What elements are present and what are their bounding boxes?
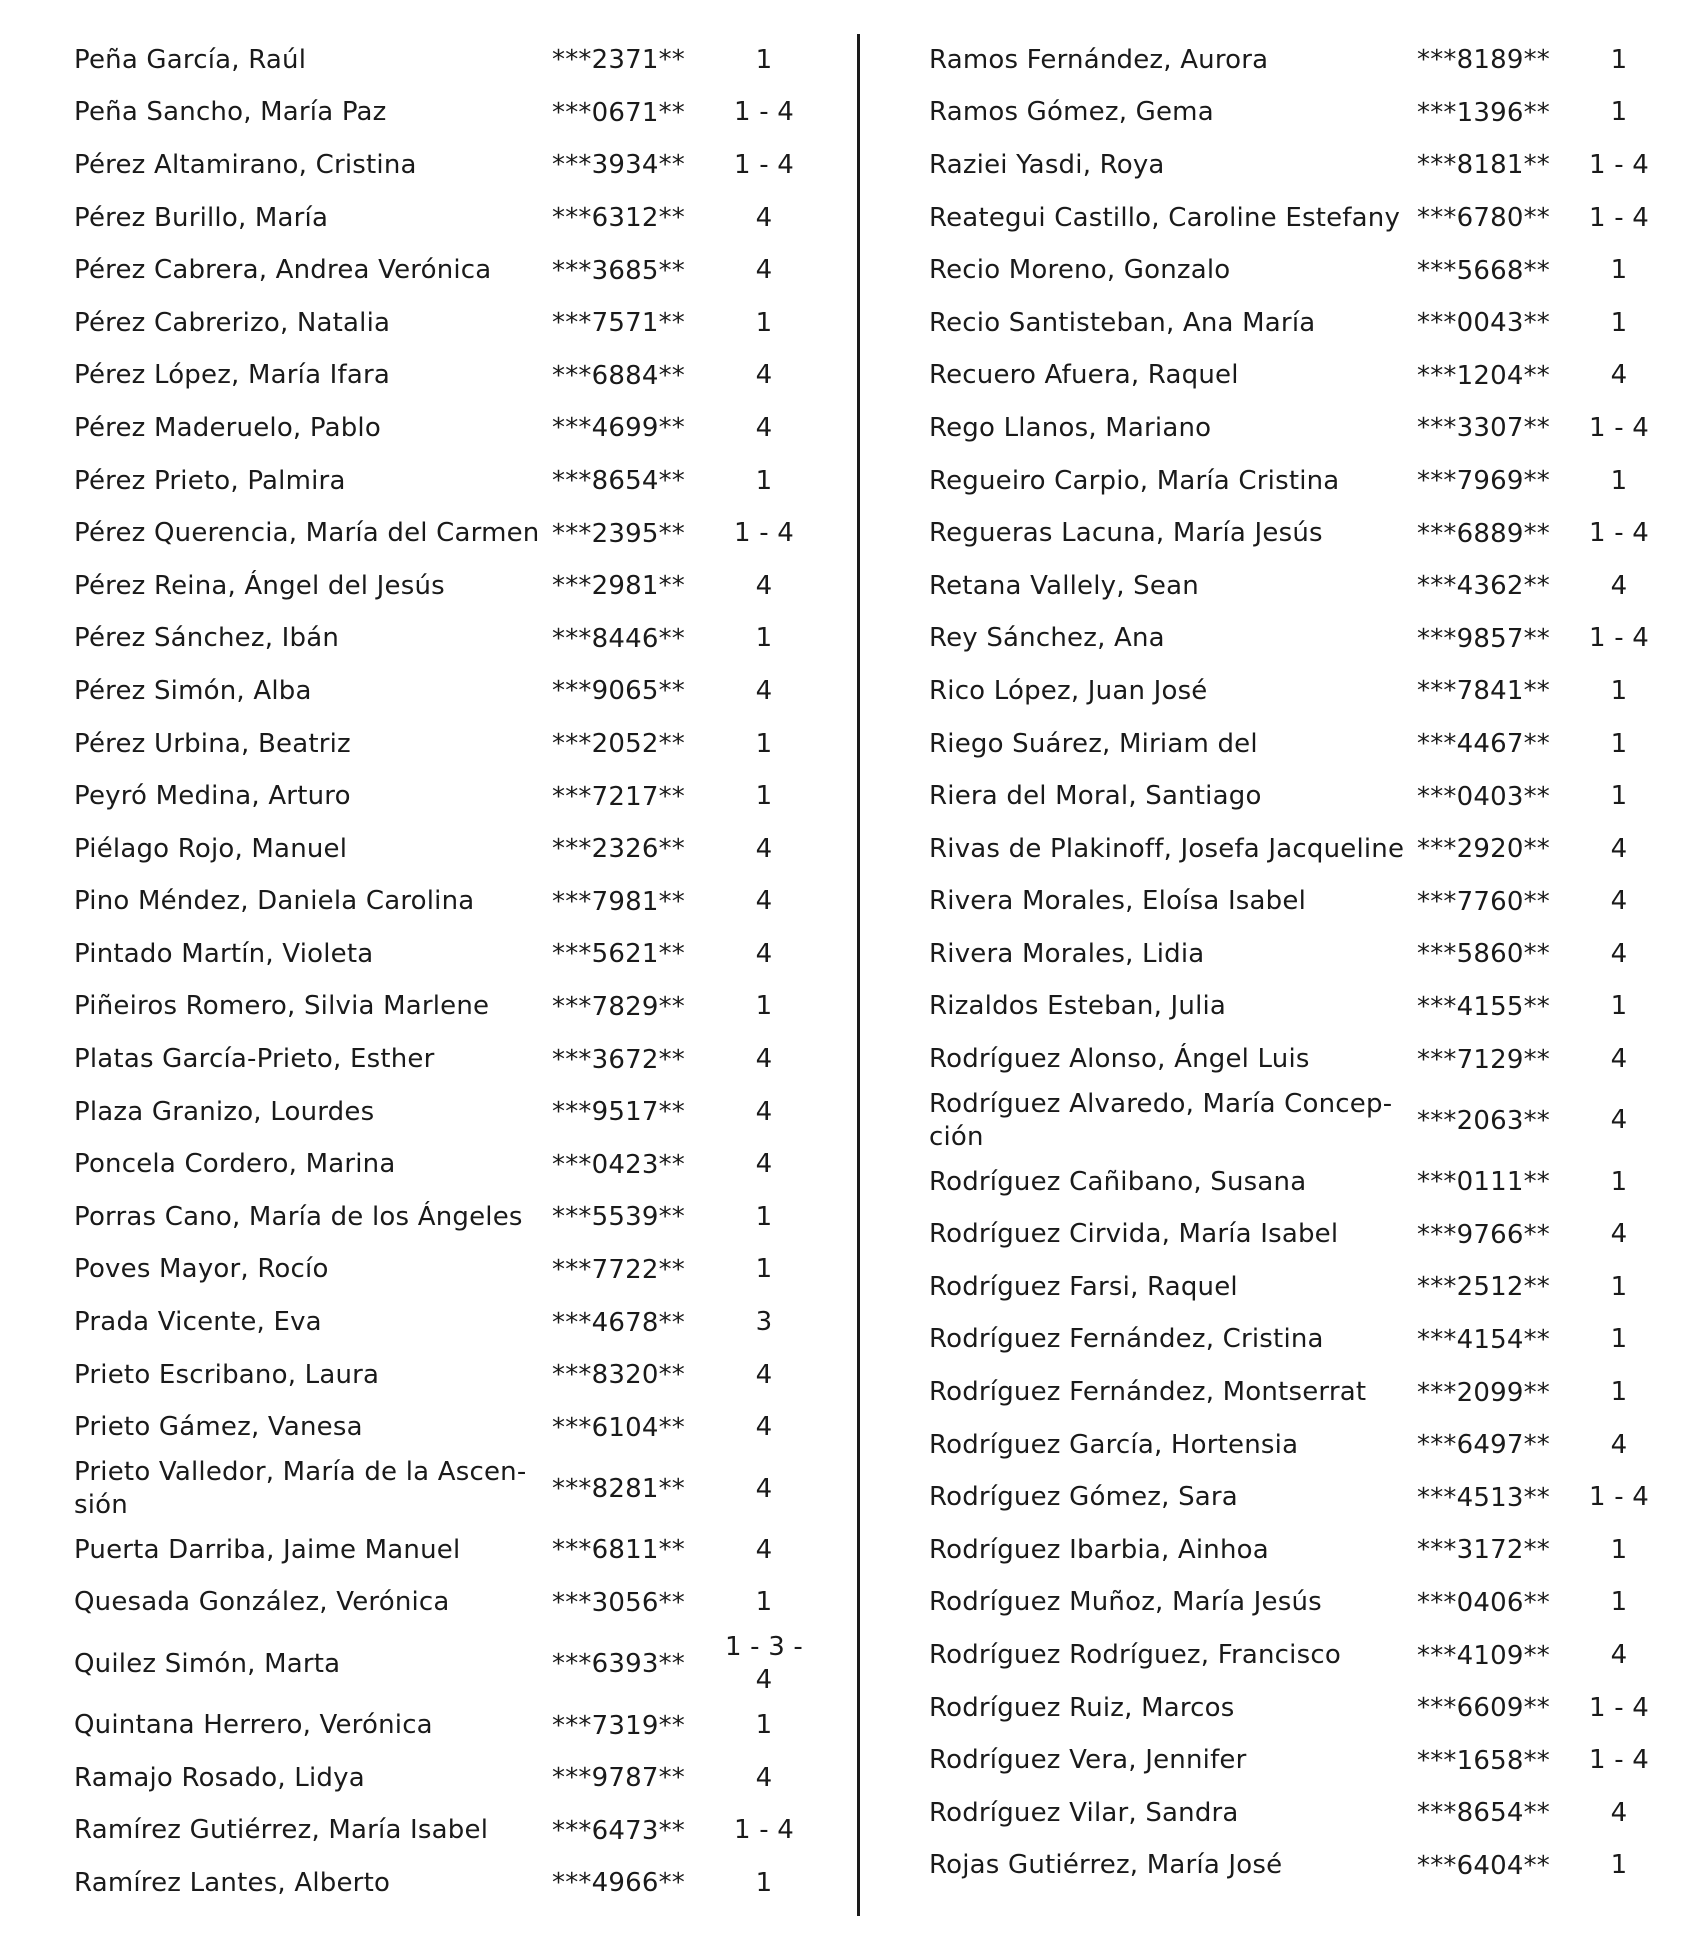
masked-id: ***5668**: [1417, 255, 1550, 286]
specialty-code: 1: [1610, 1850, 1628, 1881]
masked-id: ***7722**: [552, 1254, 685, 1285]
masked-id: ***6780**: [1417, 203, 1550, 234]
person-name: Pino Méndez, Daniela Carolina: [74, 886, 475, 917]
list-row: [74, 1699, 854, 1752]
masked-id: ***5621**: [552, 939, 685, 970]
masked-id: ***2099**: [1417, 1377, 1550, 1408]
person-name: Pérez Cabrerizo, Natalia: [74, 307, 391, 338]
masked-id: ***0043**: [1417, 308, 1550, 339]
masked-id: ***4155**: [1417, 991, 1550, 1022]
list-row: [74, 297, 854, 350]
right-column: [929, 34, 1700, 1892]
list-row: [74, 718, 854, 771]
specialty-code-line2: 4: [755, 1665, 773, 1696]
person-name: Rodríguez Alonso, Ángel Luis: [929, 1044, 1310, 1075]
specialty-code: 1: [755, 623, 773, 654]
specialty-code: 4: [755, 886, 773, 917]
person-name: Prieto Escribano, Laura: [74, 1359, 380, 1390]
list-row: [929, 770, 1700, 823]
list-row: [929, 665, 1700, 718]
person-name-line2: ción: [929, 1121, 984, 1152]
masked-id: ***9857**: [1417, 623, 1550, 654]
list-row: [929, 1840, 1700, 1893]
person-name: Rivera Morales, Lidia: [929, 938, 1205, 969]
specialty-code: 4: [755, 360, 773, 391]
masked-id: ***6473**: [552, 1815, 685, 1846]
masked-id: ***1658**: [1417, 1745, 1550, 1776]
masked-id: ***4678**: [552, 1307, 685, 1338]
list-row: [929, 1156, 1700, 1209]
specialty-code: 4: [755, 202, 773, 233]
specialty-code: 1 - 4: [734, 1815, 794, 1846]
masked-id: ***1204**: [1417, 360, 1550, 391]
list-row: [929, 350, 1700, 403]
specialty-code: 1: [755, 44, 773, 75]
masked-id: ***7981**: [552, 886, 685, 917]
specialty-code-line1: 1 - 3 -: [724, 1632, 804, 1663]
masked-id: ***3172**: [1417, 1535, 1550, 1566]
list-row: [74, 1577, 854, 1630]
list-row: [74, 1296, 854, 1349]
person-name: Reategui Castillo, Caroline Estefany: [929, 202, 1401, 233]
list-row: [929, 1208, 1700, 1261]
specialty-code: 1: [755, 728, 773, 759]
specialty-code: 1 - 4: [1589, 1692, 1649, 1723]
list-row: [929, 34, 1700, 87]
person-name: Pérez Cabrera, Andrea Verónica: [74, 255, 492, 286]
masked-id: ***7571**: [552, 308, 685, 339]
masked-id: ***7217**: [552, 781, 685, 812]
specialty-code: 1: [1610, 991, 1628, 1022]
column-divider: [857, 34, 860, 1916]
specialty-code: 1 - 4: [1589, 412, 1649, 443]
left-column: [74, 34, 854, 1910]
specialty-code: 4: [755, 938, 773, 969]
list-row: [74, 1244, 854, 1297]
person-name: Pérez Reina, Ángel del Jesús: [74, 570, 445, 601]
specialty-code: 1: [1610, 1271, 1628, 1302]
person-name: Platas García-Prieto, Esther: [74, 1044, 435, 1075]
list-row: [929, 192, 1700, 245]
list-row: [74, 1857, 854, 1910]
person-name: Pérez Querencia, María del Carmen: [74, 518, 540, 549]
specialty-code: 1: [755, 1710, 773, 1741]
person-name: Rodríguez Gómez, Sara: [929, 1482, 1238, 1513]
masked-id: ***6404**: [1417, 1850, 1550, 1881]
masked-id: ***3056**: [552, 1587, 685, 1618]
masked-id: ***2063**: [1417, 1105, 1550, 1136]
person-name: Rivera Morales, Eloísa Isabel: [929, 886, 1307, 917]
specialty-code: 1 - 4: [1589, 1482, 1649, 1513]
specialty-code: 1 - 4: [1589, 518, 1649, 549]
person-name: Pérez Maderuelo, Pablo: [74, 412, 381, 443]
specialty-code: 1 - 4: [1589, 149, 1649, 180]
specialty-code: 4: [755, 675, 773, 706]
masked-id: ***3934**: [552, 150, 685, 181]
masked-id: ***5860**: [1417, 939, 1550, 970]
person-name: Porras Cano, María de los Ángeles: [74, 1201, 523, 1232]
list-row: [74, 1191, 854, 1244]
person-name: Puerta Darriba, Jaime Manuel: [74, 1534, 461, 1565]
person-name: Pérez Urbina, Beatriz: [74, 728, 351, 759]
list-row: [74, 1629, 854, 1699]
specialty-code: 4: [1610, 938, 1628, 969]
person-name: Rodríguez Ruiz, Marcos: [929, 1692, 1235, 1723]
list-row: [929, 1086, 1700, 1156]
specialty-code: 1: [1610, 44, 1628, 75]
person-name: Rodríguez Vera, Jennifer: [929, 1745, 1247, 1776]
masked-id: ***2395**: [552, 518, 685, 549]
person-name: Riego Suárez, Miriam del: [929, 728, 1258, 759]
masked-id: ***9517**: [552, 1097, 685, 1128]
person-name: Prada Vicente, Eva: [74, 1307, 322, 1338]
masked-id: ***2512**: [1417, 1272, 1550, 1303]
list-row: [74, 402, 854, 455]
person-name: Ramírez Gutiérrez, María Isabel: [74, 1815, 489, 1846]
list-row: [74, 244, 854, 297]
specialty-code: 4: [1610, 1044, 1628, 1075]
list-row: [74, 1138, 854, 1191]
person-name: Recio Moreno, Gonzalo: [929, 255, 1231, 286]
person-name: Rojas Gutiérrez, María José: [929, 1850, 1283, 1881]
person-name: Plaza Granizo, Lourdes: [74, 1096, 375, 1127]
list-row: [929, 981, 1700, 1034]
masked-id: ***7129**: [1417, 1044, 1550, 1075]
person-name-line1: Rodríguez Alvaredo, María Concep-: [929, 1088, 1393, 1119]
list-row: [929, 876, 1700, 929]
masked-id: ***6889**: [1417, 518, 1550, 549]
specialty-code: 4: [755, 1534, 773, 1565]
list-row: [929, 928, 1700, 981]
list-row: [74, 192, 854, 245]
list-row: [74, 1349, 854, 1402]
masked-id: ***4467**: [1417, 729, 1550, 760]
masked-id: ***9787**: [552, 1763, 685, 1794]
masked-id: ***4699**: [552, 413, 685, 444]
specialty-code: 4: [1610, 1797, 1628, 1828]
masked-id: ***5539**: [552, 1202, 685, 1233]
specialty-code: 1: [1610, 1166, 1628, 1197]
masked-id: ***9766**: [1417, 1219, 1550, 1250]
list-row: [74, 823, 854, 876]
list-row: [74, 613, 854, 666]
specialty-code: 1: [1610, 1377, 1628, 1408]
list-row: [74, 139, 854, 192]
list-row: [929, 1419, 1700, 1472]
list-row: [929, 1734, 1700, 1787]
list-row: [74, 1086, 854, 1139]
person-name: Rodríguez Fernández, Cristina: [929, 1324, 1324, 1355]
specialty-code: 1: [1610, 1587, 1628, 1618]
specialty-code: 4: [755, 1412, 773, 1443]
list-row: [74, 34, 854, 87]
specialty-code: 4: [1610, 360, 1628, 391]
specialty-code: 1: [1610, 1324, 1628, 1355]
person-name: Pérez Sánchez, Ibán: [74, 623, 340, 654]
list-row: [929, 1261, 1700, 1314]
person-name: Rico López, Juan José: [929, 675, 1208, 706]
person-name: Rodríguez Cañibano, Susana: [929, 1166, 1307, 1197]
person-name: Ramos Fernández, Aurora: [929, 44, 1269, 75]
person-name: Rodríguez Rodríguez, Francisco: [929, 1640, 1341, 1671]
list-row: [929, 1366, 1700, 1419]
person-name: Riera del Moral, Santiago: [929, 781, 1262, 812]
person-name: Rodríguez Farsi, Raquel: [929, 1271, 1238, 1302]
masked-id: ***7841**: [1417, 676, 1550, 707]
masked-id: ***0423**: [552, 1149, 685, 1180]
list-row: [929, 1629, 1700, 1682]
masked-id: ***4362**: [1417, 571, 1550, 602]
person-name: Rodríguez Fernández, Montserrat: [929, 1377, 1367, 1408]
list-row: [929, 718, 1700, 771]
list-row: [74, 770, 854, 823]
list-row: [929, 1471, 1700, 1524]
masked-id: ***4966**: [552, 1868, 685, 1899]
person-name: Pérez Burillo, María: [74, 202, 329, 233]
specialty-code: 1 - 4: [1589, 202, 1649, 233]
specialty-code: 4: [1610, 886, 1628, 917]
masked-id: ***8281**: [552, 1474, 685, 1505]
list-row: [929, 1314, 1700, 1367]
person-name: Peyró Medina, Arturo: [74, 781, 351, 812]
person-name-line1: Prieto Valledor, María de la Ascen-: [74, 1457, 527, 1488]
list-row: [74, 87, 854, 140]
specialty-code: 4: [1610, 833, 1628, 864]
person-name: Regueiro Carpio, María Cristina: [929, 465, 1340, 496]
specialty-code: 1: [755, 1254, 773, 1285]
specialty-code: 4: [755, 412, 773, 443]
list-row: [74, 1524, 854, 1577]
masked-id: ***6312**: [552, 203, 685, 234]
specialty-code: 1: [1610, 781, 1628, 812]
person-name: Piélago Rojo, Manuel: [74, 833, 348, 864]
specialty-code: 4: [755, 1044, 773, 1075]
person-name: Pérez Simón, Alba: [74, 675, 312, 706]
masked-id: ***4109**: [1417, 1640, 1550, 1671]
specialty-code: 4: [1610, 1429, 1628, 1460]
masked-id: ***8446**: [552, 623, 685, 654]
masked-id: ***8654**: [1417, 1798, 1550, 1829]
list-row: [74, 665, 854, 718]
list-row: [929, 244, 1700, 297]
person-name: Rodríguez García, Hortensia: [929, 1429, 1299, 1460]
masked-id: ***0111**: [1417, 1167, 1550, 1198]
masked-id: ***4513**: [1417, 1482, 1550, 1513]
masked-id: ***3307**: [1417, 413, 1550, 444]
specialty-code: 4: [1610, 1640, 1628, 1671]
masked-id: ***8189**: [1417, 45, 1550, 76]
list-row: [929, 1577, 1700, 1630]
masked-id: ***4154**: [1417, 1324, 1550, 1355]
specialty-code: 4: [755, 1149, 773, 1180]
masked-id: ***3685**: [552, 255, 685, 286]
masked-id: ***8320**: [552, 1360, 685, 1391]
list-row: [74, 1401, 854, 1454]
specialty-code: 4: [1610, 1219, 1628, 1250]
person-name: [929, 1088, 1417, 1154]
list-row: [74, 928, 854, 981]
person-name: Retana Vallely, Sean: [929, 570, 1199, 601]
masked-id: ***8654**: [552, 466, 685, 497]
list-row: [74, 981, 854, 1034]
specialty-code: 1: [755, 1867, 773, 1898]
specialty-code: 4: [755, 570, 773, 601]
person-name: Quilez Simón, Marta: [74, 1648, 341, 1679]
list-row: [929, 613, 1700, 666]
specialty-code: 1: [1610, 255, 1628, 286]
masked-id: ***7969**: [1417, 466, 1550, 497]
person-name: Pérez López, María Ifara: [74, 360, 391, 391]
specialty-code: 3: [755, 1307, 773, 1338]
masked-id: ***2981**: [552, 571, 685, 602]
list-row: [929, 87, 1700, 140]
specialty-code: 1: [755, 1201, 773, 1232]
list-row: [929, 455, 1700, 508]
specialty-code: 1: [1610, 465, 1628, 496]
specialty-code: 1 - 4: [734, 97, 794, 128]
person-name: Rivas de Plakinoff, Josefa Jacqueline: [929, 833, 1405, 864]
person-name: Pérez Prieto, Palmira: [74, 465, 346, 496]
masked-id: ***6497**: [1417, 1430, 1550, 1461]
list-row: [929, 139, 1700, 192]
masked-id: ***6609**: [1417, 1693, 1550, 1724]
specialty-code: 4: [755, 1473, 773, 1504]
specialty-code: 4: [755, 1096, 773, 1127]
masked-id: ***0403**: [1417, 781, 1550, 812]
masked-id: ***9065**: [552, 676, 685, 707]
person-name: Prieto Gámez, Vanesa: [74, 1412, 363, 1443]
list-row: [929, 1682, 1700, 1735]
specialty-code: 1: [755, 991, 773, 1022]
person-name: Ramírez Lantes, Alberto: [74, 1867, 391, 1898]
masked-id: ***3672**: [552, 1044, 685, 1075]
list-row: [74, 1804, 854, 1857]
masked-id: ***2371**: [552, 45, 685, 76]
masked-id: ***6884**: [552, 360, 685, 391]
masked-id: ***7829**: [552, 991, 685, 1022]
person-name: Pintado Martín, Violeta: [74, 938, 374, 969]
masked-id: ***7319**: [552, 1710, 685, 1741]
list-row: [74, 1752, 854, 1805]
specialty-code: 1: [1610, 97, 1628, 128]
masked-id: ***6104**: [552, 1412, 685, 1443]
specialty-code: 1: [1610, 1534, 1628, 1565]
person-name: Poves Mayor, Rocío: [74, 1254, 329, 1285]
list-row: [74, 876, 854, 929]
specialty-code: 1: [755, 307, 773, 338]
person-name: Raziei Yasdi, Roya: [929, 149, 1165, 180]
list-row: [74, 455, 854, 508]
person-name: Rego Llanos, Mariano: [929, 412, 1212, 443]
person-name: Quesada González, Verónica: [74, 1587, 450, 1618]
masked-id: ***8181**: [1417, 150, 1550, 181]
specialty-code: 1: [1610, 675, 1628, 706]
list-row: [929, 297, 1700, 350]
list-row: [929, 560, 1700, 613]
masked-id: ***0671**: [552, 97, 685, 128]
list-row: [74, 507, 854, 560]
specialty-code: 1 - 4: [734, 518, 794, 549]
specialty-code: 1: [755, 781, 773, 812]
specialty-code: 1 - 4: [1589, 1745, 1649, 1776]
person-name: Rodríguez Ibarbia, Ainhoa: [929, 1534, 1269, 1565]
list-row: [929, 507, 1700, 560]
masked-id: ***1396**: [1417, 97, 1550, 128]
list-row: [74, 1033, 854, 1086]
list-row: [929, 402, 1700, 455]
person-name: Piñeiros Romero, Silvia Marlene: [74, 991, 490, 1022]
person-name: Pérez Altamirano, Cristina: [74, 149, 417, 180]
person-name: Ramajo Rosado, Lidya: [74, 1762, 365, 1793]
specialty-code: 1 - 4: [1589, 623, 1649, 654]
specialty-code: 4: [1610, 570, 1628, 601]
list-row: [929, 1787, 1700, 1840]
person-name: Ramos Gómez, Gema: [929, 97, 1214, 128]
masked-id: ***6811**: [552, 1535, 685, 1566]
person-name: Quintana Herrero, Verónica: [74, 1710, 433, 1741]
person-name: Peña Sancho, María Paz: [74, 97, 387, 128]
list-row: [74, 350, 854, 403]
person-name: Peña García, Raúl: [74, 44, 307, 75]
specialty-code: 1: [755, 465, 773, 496]
person-name-line2: sión: [74, 1490, 128, 1521]
list-row: [929, 823, 1700, 876]
list-row: [74, 1454, 854, 1524]
masked-id: ***2052**: [552, 729, 685, 760]
specialty-code: 4: [755, 1762, 773, 1793]
person-name: Rey Sánchez, Ana: [929, 623, 1165, 654]
masked-id: ***7760**: [1417, 886, 1550, 917]
person-name: Recio Santisteban, Ana María: [929, 307, 1316, 338]
person-name: Rodríguez Vilar, Sandra: [929, 1797, 1239, 1828]
person-name: [74, 1456, 552, 1522]
person-name: Poncela Cordero, Marina: [74, 1149, 396, 1180]
person-name: Regueras Lacuna, María Jesús: [929, 518, 1323, 549]
specialty-code: 1: [1610, 307, 1628, 338]
masked-id: ***0406**: [1417, 1587, 1550, 1618]
person-name: Recuero Afuera, Raquel: [929, 360, 1239, 391]
list-row: [74, 560, 854, 613]
specialty-code: [714, 1631, 814, 1697]
masked-id: ***2920**: [1417, 834, 1550, 865]
specialty-code: 4: [755, 255, 773, 286]
masked-id: ***6393**: [552, 1649, 685, 1680]
specialty-code: 4: [1610, 1105, 1628, 1136]
list-row: [929, 1033, 1700, 1086]
specialty-code: 4: [755, 833, 773, 864]
person-name: Rizaldos Esteban, Julia: [929, 991, 1227, 1022]
specialty-code: 1 - 4: [734, 149, 794, 180]
list-row: [929, 1524, 1700, 1577]
specialty-code: 4: [755, 1359, 773, 1390]
specialty-code: 1: [755, 1587, 773, 1618]
person-name: Rodríguez Cirvida, María Isabel: [929, 1219, 1339, 1250]
specialty-code: 1: [1610, 728, 1628, 759]
masked-id: ***2326**: [552, 834, 685, 865]
person-name: Rodríguez Muñoz, María Jesús: [929, 1587, 1322, 1618]
